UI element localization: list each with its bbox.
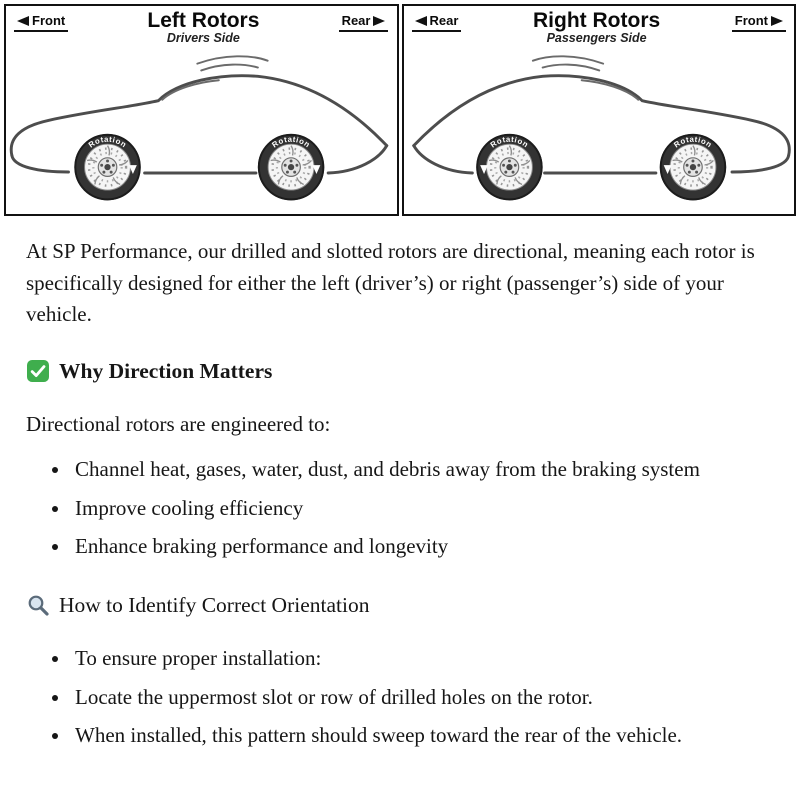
intro-paragraph: At SP Performance, our drilled and slotted rotors are directional, meaning each rotor is specifically designed for either the left (driver’s) or right (passenger’s) side of your vehicle. bbox=[26, 239, 755, 326]
right-panel-header bbox=[404, 6, 795, 45]
right-rotors-panel bbox=[402, 4, 797, 216]
car-sketch-right bbox=[404, 46, 795, 216]
direction-label: Rear bbox=[341, 13, 371, 28]
rear-direction-arrow bbox=[339, 12, 389, 32]
magnifier-icon bbox=[26, 593, 50, 617]
rotor-direction-diagram bbox=[4, 4, 796, 216]
front-direction-arrow bbox=[732, 12, 786, 32]
direction-label: Front bbox=[32, 13, 66, 28]
list-item: • Locate the uppermost slot or row of drilled holes on the rotor. bbox=[71, 682, 772, 714]
front-direction-arrow bbox=[14, 12, 68, 32]
section-heading-orientation bbox=[26, 589, 772, 621]
list-item: • Channel heat, gases, water, dust, and debris away from the braking system bbox=[71, 454, 772, 486]
direction-label: Rear bbox=[429, 13, 459, 28]
panel-title: Right Rotors bbox=[533, 9, 661, 32]
section-heading-why-direction bbox=[26, 355, 772, 387]
rotation-label: Rotation bbox=[671, 134, 714, 150]
list-item: • When installed, this pattern should sweep toward the rear of the vehicle. bbox=[71, 720, 772, 752]
list-item: • Enhance braking performance and longevity bbox=[71, 531, 772, 563]
direction-label: Front bbox=[734, 13, 768, 28]
arrow-right-icon bbox=[373, 16, 385, 26]
panel-title: Left Rotors bbox=[147, 9, 260, 32]
benefits-list bbox=[71, 454, 772, 563]
car-body-lines bbox=[413, 56, 789, 173]
panel-subtitle: Passengers Side bbox=[546, 31, 647, 46]
left-rotors-panel bbox=[4, 4, 399, 216]
orientation-list bbox=[71, 643, 772, 752]
rear-direction-arrow bbox=[412, 12, 462, 32]
section-heading-text: How to Identify Correct Orientation bbox=[59, 592, 370, 617]
rotation-label: Rotation bbox=[270, 134, 312, 150]
left-panel-header bbox=[6, 6, 397, 45]
right-panel-title-block bbox=[533, 10, 660, 45]
arrow-left-icon bbox=[17, 16, 29, 26]
car-body-lines bbox=[11, 56, 387, 173]
panel-subtitle: Drivers Side bbox=[166, 31, 240, 46]
left-panel-title-block bbox=[147, 10, 259, 45]
arrow-left-icon bbox=[415, 16, 427, 26]
rotation-label: Rotation bbox=[86, 134, 129, 150]
check-icon bbox=[26, 359, 50, 383]
list-item: • To ensure proper installation: bbox=[71, 643, 772, 675]
car-sketch-left bbox=[6, 46, 397, 216]
arrow-right-icon bbox=[771, 16, 783, 26]
list-item: • Improve cooling efficiency bbox=[71, 493, 772, 525]
rotation-label: Rotation bbox=[488, 134, 530, 150]
article bbox=[4, 216, 796, 752]
section1-lead: Directional rotors are engineered to: bbox=[26, 411, 331, 436]
section-heading-text: Why Direction Matters bbox=[59, 358, 273, 383]
